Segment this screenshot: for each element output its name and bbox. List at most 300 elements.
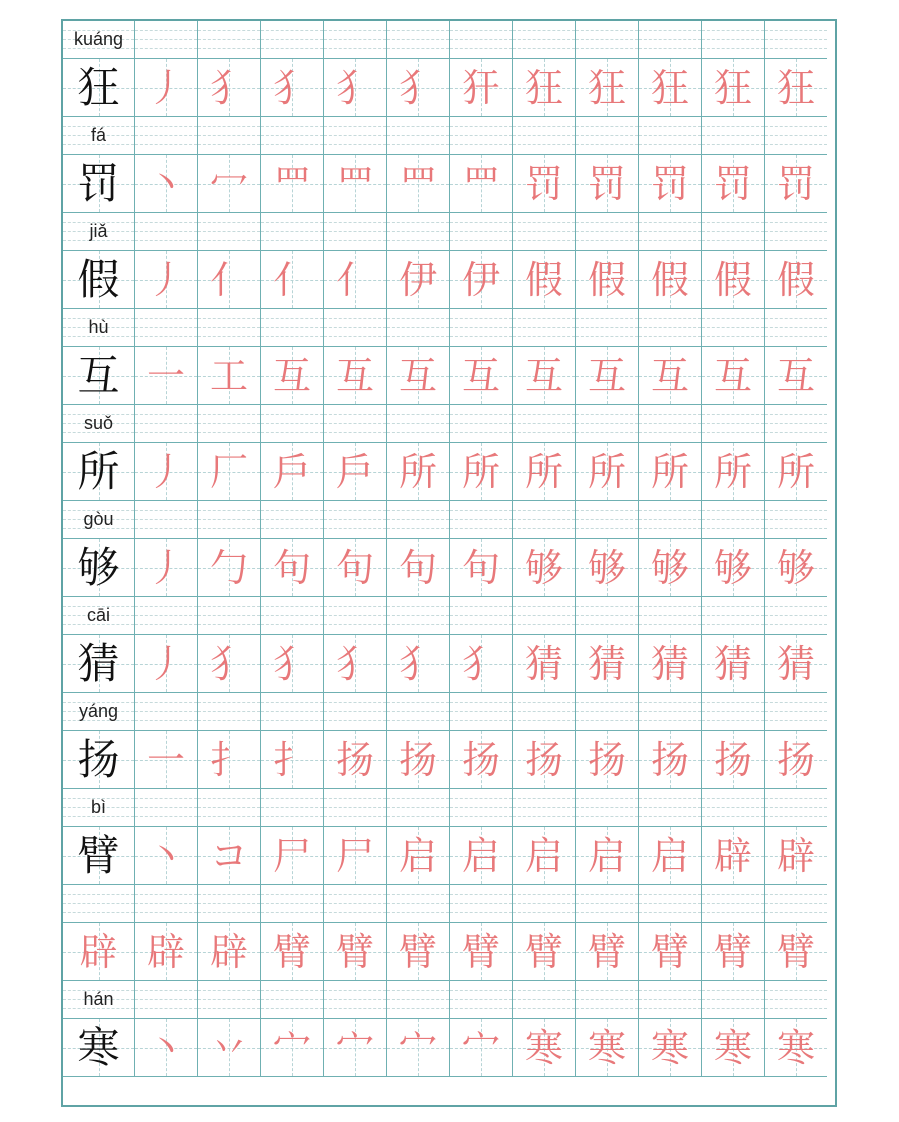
stroke-step: コ bbox=[209, 833, 248, 878]
stroke-step: 扬 bbox=[587, 737, 626, 782]
stroke-step: 臂 bbox=[272, 929, 311, 974]
pinyin-row bbox=[63, 789, 835, 826]
stroke-order-cell bbox=[575, 1018, 638, 1077]
stroke-order-cell bbox=[386, 538, 449, 597]
pinyin-guide-cell bbox=[449, 21, 512, 58]
stroke-order-cell bbox=[512, 442, 575, 501]
pinyin-guide-cell bbox=[386, 885, 449, 922]
stroke-order-cell bbox=[638, 1018, 701, 1077]
stroke-order-cell bbox=[638, 634, 701, 693]
stroke-step: 丿 bbox=[146, 545, 185, 590]
stroke-step: 够 bbox=[650, 545, 689, 590]
pinyin-guide-cell bbox=[575, 213, 638, 250]
pinyin-guide-cell bbox=[197, 885, 260, 922]
model-character-cell bbox=[63, 154, 134, 213]
stroke-step: 犴 bbox=[461, 65, 500, 110]
stroke-step: 犭 bbox=[335, 65, 374, 110]
pinyin-guide-cell bbox=[197, 693, 260, 730]
stroke-order-cell bbox=[134, 730, 197, 789]
stroke-step: 辟 bbox=[776, 833, 815, 878]
character-row bbox=[63, 58, 835, 117]
stroke-step: 犭 bbox=[272, 641, 311, 686]
stroke-step: 够 bbox=[776, 545, 815, 590]
stroke-step: 宀 bbox=[398, 1025, 437, 1070]
pinyin-label: yáng bbox=[78, 701, 119, 721]
stroke-order-cell bbox=[638, 538, 701, 597]
stroke-order-cell bbox=[134, 154, 197, 213]
stroke-order-cell bbox=[323, 1018, 386, 1077]
pinyin-guide-cell bbox=[197, 405, 260, 442]
stroke-order-cell bbox=[638, 58, 701, 117]
stroke-order-cell bbox=[764, 634, 827, 693]
pinyin-guide-cell bbox=[134, 309, 197, 346]
stroke-step: 启 bbox=[524, 833, 563, 878]
pinyin-guide-cell bbox=[575, 309, 638, 346]
pinyin-guide-cell bbox=[701, 597, 764, 634]
character-row bbox=[63, 442, 835, 501]
stroke-step: 丷 bbox=[209, 1025, 248, 1070]
stroke-step: 狂 bbox=[587, 65, 626, 110]
stroke-order-cell bbox=[449, 826, 512, 885]
pinyin-guide-cell bbox=[323, 789, 386, 826]
stroke-order-cell bbox=[449, 442, 512, 501]
pinyin-guide-cell bbox=[197, 309, 260, 346]
pinyin-guide-cell bbox=[323, 309, 386, 346]
stroke-step: 扬 bbox=[335, 737, 374, 782]
stroke-order-cell bbox=[764, 154, 827, 213]
pinyin-row bbox=[63, 981, 835, 1018]
stroke-order-cell bbox=[449, 730, 512, 789]
stroke-order-cell bbox=[701, 1018, 764, 1077]
stroke-step: 扬 bbox=[776, 737, 815, 782]
pinyin-guide-cell bbox=[701, 693, 764, 730]
stroke-order-cell bbox=[701, 730, 764, 789]
stroke-step: 臂 bbox=[461, 929, 500, 974]
stroke-step: 互 bbox=[650, 353, 689, 398]
stroke-order-cell bbox=[512, 1018, 575, 1077]
stroke-step: 丶 bbox=[146, 1025, 185, 1070]
stroke-step: 宀 bbox=[272, 1025, 311, 1070]
stroke-order-cell bbox=[197, 154, 260, 213]
pinyin-guide-cell bbox=[449, 309, 512, 346]
stroke-order-cell bbox=[449, 154, 512, 213]
pinyin-guide-cell bbox=[764, 213, 827, 250]
pinyin-label: hù bbox=[88, 317, 109, 337]
character-row bbox=[63, 634, 835, 693]
stroke-order-cell bbox=[764, 442, 827, 501]
stroke-step: 猜 bbox=[713, 641, 752, 686]
stroke-order-cell bbox=[260, 634, 323, 693]
pinyin-guide-cell bbox=[701, 981, 764, 1018]
model-character: 假 bbox=[77, 254, 120, 304]
stroke-step: 所 bbox=[398, 449, 437, 494]
stroke-step: 犭 bbox=[461, 641, 500, 686]
pinyin-guide-cell bbox=[449, 693, 512, 730]
stroke-order-cell bbox=[638, 730, 701, 789]
stroke-step: 所 bbox=[587, 449, 626, 494]
pinyin-guide-cell bbox=[134, 117, 197, 154]
pinyin-guide-cell bbox=[449, 117, 512, 154]
stroke-step: 互 bbox=[461, 353, 500, 398]
stroke-order-cell bbox=[701, 58, 764, 117]
stroke-step: 句 bbox=[335, 545, 374, 590]
model-character: 所 bbox=[77, 446, 120, 496]
pinyin-label: gòu bbox=[83, 509, 114, 529]
stroke-order-cell bbox=[260, 58, 323, 117]
stroke-order-cell bbox=[575, 922, 638, 981]
model-character-cell bbox=[63, 346, 134, 405]
stroke-order-cell bbox=[197, 346, 260, 405]
stroke-order-cell bbox=[512, 250, 575, 309]
stroke-order-cell bbox=[260, 730, 323, 789]
pinyin-guide-cell bbox=[63, 405, 134, 442]
stroke-order-cell bbox=[386, 250, 449, 309]
pinyin-guide-cell bbox=[323, 981, 386, 1018]
stroke-order-cell bbox=[764, 826, 827, 885]
pinyin-row bbox=[63, 21, 835, 58]
pinyin-guide-cell bbox=[449, 981, 512, 1018]
stroke-step: 够 bbox=[713, 545, 752, 590]
stroke-step: 辟 bbox=[146, 929, 185, 974]
stroke-order-cell bbox=[575, 826, 638, 885]
pinyin-guide-cell bbox=[449, 405, 512, 442]
pinyin-label: suǒ bbox=[83, 413, 114, 433]
pinyin-guide-cell bbox=[638, 501, 701, 538]
pinyin-guide-cell bbox=[197, 981, 260, 1018]
pinyin-label: hán bbox=[83, 989, 114, 1009]
character-row bbox=[63, 1018, 835, 1077]
stroke-order-cell bbox=[701, 442, 764, 501]
pinyin-guide-cell bbox=[575, 885, 638, 922]
pinyin-guide-cell bbox=[638, 117, 701, 154]
pinyin-guide-cell bbox=[260, 885, 323, 922]
pinyin-guide-cell bbox=[197, 501, 260, 538]
pinyin-row bbox=[63, 213, 835, 250]
stroke-step: 犭 bbox=[209, 65, 248, 110]
stroke-order-cell bbox=[386, 442, 449, 501]
model-character: 臂 bbox=[77, 830, 120, 880]
pinyin-guide-cell bbox=[134, 21, 197, 58]
model-character: 狂 bbox=[77, 62, 120, 112]
pinyin-guide-cell bbox=[701, 213, 764, 250]
pinyin-guide-cell bbox=[197, 597, 260, 634]
pinyin-guide-cell bbox=[260, 21, 323, 58]
stroke-step: 辟 bbox=[209, 929, 248, 974]
pinyin-row bbox=[63, 309, 835, 346]
pinyin-guide-cell bbox=[63, 981, 134, 1018]
pinyin-guide-cell bbox=[260, 117, 323, 154]
stroke-step: 假 bbox=[587, 257, 626, 302]
stroke-step: 丶 bbox=[146, 161, 185, 206]
pinyin-guide-cell bbox=[323, 117, 386, 154]
stroke-order-cell bbox=[575, 250, 638, 309]
pinyin-guide-cell bbox=[764, 405, 827, 442]
stroke-step: 扬 bbox=[524, 737, 563, 782]
pinyin-guide-cell bbox=[386, 405, 449, 442]
stroke-step: 犭 bbox=[398, 641, 437, 686]
pinyin-guide-cell bbox=[323, 21, 386, 58]
pinyin-guide-cell bbox=[638, 981, 701, 1018]
stroke-order-cell bbox=[197, 730, 260, 789]
pinyin-guide-cell bbox=[386, 21, 449, 58]
character-row bbox=[63, 922, 835, 981]
pinyin-guide-cell bbox=[638, 405, 701, 442]
stroke-step: 尸 bbox=[335, 833, 374, 878]
pinyin-guide-cell bbox=[260, 981, 323, 1018]
stroke-step: 尸 bbox=[272, 833, 311, 878]
stroke-step: 罒 bbox=[335, 161, 374, 206]
pinyin-guide-cell bbox=[512, 693, 575, 730]
stroke-step: 亻 bbox=[209, 257, 248, 302]
stroke-step: 罒 bbox=[272, 161, 311, 206]
stroke-order-cell bbox=[449, 346, 512, 405]
stroke-order-cell bbox=[638, 442, 701, 501]
pinyin-guide-cell bbox=[323, 501, 386, 538]
stroke-step: 启 bbox=[398, 833, 437, 878]
stroke-order-cell bbox=[260, 250, 323, 309]
pinyin-guide-cell bbox=[260, 213, 323, 250]
stroke-step: 犭 bbox=[272, 65, 311, 110]
stroke-step: 狂 bbox=[650, 65, 689, 110]
model-character: 罚 bbox=[77, 158, 120, 208]
stroke-order-cell bbox=[512, 922, 575, 981]
pinyin-guide-cell bbox=[512, 213, 575, 250]
stroke-order-cell bbox=[512, 346, 575, 405]
stroke-step: 所 bbox=[524, 449, 563, 494]
stroke-order-cell bbox=[197, 442, 260, 501]
pinyin-guide-cell bbox=[134, 501, 197, 538]
pinyin-guide-cell bbox=[764, 885, 827, 922]
stroke-order-cell bbox=[63, 922, 134, 981]
stroke-step: 够 bbox=[524, 545, 563, 590]
stroke-step: 罚 bbox=[650, 161, 689, 206]
stroke-step: 互 bbox=[398, 353, 437, 398]
stroke-step: 犭 bbox=[209, 641, 248, 686]
stroke-step: 启 bbox=[587, 833, 626, 878]
stroke-step: 辟 bbox=[713, 833, 752, 878]
stroke-step: 扌 bbox=[272, 737, 311, 782]
stroke-step: 寒 bbox=[524, 1025, 563, 1070]
stroke-order-cell bbox=[575, 442, 638, 501]
stroke-order-cell bbox=[323, 634, 386, 693]
stroke-step: 句 bbox=[461, 545, 500, 590]
pinyin-guide-cell bbox=[386, 789, 449, 826]
stroke-order-cell bbox=[764, 730, 827, 789]
stroke-order-cell bbox=[260, 1018, 323, 1077]
pinyin-guide-cell bbox=[638, 693, 701, 730]
stroke-order-cell bbox=[512, 730, 575, 789]
stroke-step: 臂 bbox=[776, 929, 815, 974]
stroke-step: 扬 bbox=[398, 737, 437, 782]
model-character-cell bbox=[63, 634, 134, 693]
stroke-step: 罒 bbox=[461, 161, 500, 206]
model-character: 猜 bbox=[77, 638, 120, 688]
character-row bbox=[63, 154, 835, 213]
stroke-step: 臂 bbox=[587, 929, 626, 974]
pinyin-label: fá bbox=[90, 125, 106, 145]
stroke-order-cell bbox=[260, 442, 323, 501]
pinyin-guide-cell bbox=[449, 597, 512, 634]
pinyin-guide-cell bbox=[512, 981, 575, 1018]
pinyin-guide-cell bbox=[512, 789, 575, 826]
stroke-order-cell bbox=[638, 154, 701, 213]
stroke-step: 句 bbox=[398, 545, 437, 590]
pinyin-guide-cell bbox=[323, 885, 386, 922]
stroke-step: 互 bbox=[335, 353, 374, 398]
stroke-step: 臂 bbox=[335, 929, 374, 974]
character-row bbox=[63, 346, 835, 405]
pinyin-guide-cell bbox=[197, 21, 260, 58]
pinyin-guide-cell bbox=[575, 21, 638, 58]
pinyin-guide-cell bbox=[701, 309, 764, 346]
pinyin-guide-cell bbox=[701, 117, 764, 154]
pinyin-guide-cell bbox=[63, 693, 134, 730]
stroke-step: 扬 bbox=[713, 737, 752, 782]
stroke-step: 工 bbox=[209, 353, 248, 398]
pinyin-guide-cell bbox=[449, 213, 512, 250]
pinyin-guide-cell bbox=[701, 405, 764, 442]
practice-sheet bbox=[61, 19, 837, 1107]
pinyin-label: jiǎ bbox=[89, 221, 108, 241]
pinyin-guide-cell bbox=[638, 885, 701, 922]
pinyin-label: kuáng bbox=[73, 29, 124, 49]
stroke-step: 丿 bbox=[146, 449, 185, 494]
stroke-order-cell bbox=[134, 826, 197, 885]
stroke-order-cell bbox=[323, 538, 386, 597]
pinyin-guide-cell bbox=[63, 309, 134, 346]
pinyin-guide-cell bbox=[575, 117, 638, 154]
stroke-order-cell bbox=[701, 346, 764, 405]
pinyin-guide-cell bbox=[512, 501, 575, 538]
pinyin-guide-cell bbox=[764, 597, 827, 634]
stroke-order-cell bbox=[575, 634, 638, 693]
stroke-order-cell bbox=[449, 58, 512, 117]
stroke-step: 一 bbox=[146, 353, 185, 398]
stroke-order-cell bbox=[197, 538, 260, 597]
pinyin-guide-cell bbox=[764, 693, 827, 730]
stroke-order-cell bbox=[323, 250, 386, 309]
stroke-order-cell bbox=[449, 922, 512, 981]
model-character: 寒 bbox=[77, 1022, 120, 1072]
stroke-order-cell bbox=[449, 538, 512, 597]
stroke-order-cell bbox=[323, 442, 386, 501]
stroke-order-cell bbox=[764, 58, 827, 117]
stroke-order-cell bbox=[134, 922, 197, 981]
stroke-order-cell bbox=[323, 154, 386, 213]
stroke-step: 够 bbox=[587, 545, 626, 590]
stroke-order-cell bbox=[197, 250, 260, 309]
model-character: 互 bbox=[77, 350, 120, 400]
pinyin-guide-cell bbox=[701, 789, 764, 826]
stroke-step: 戶 bbox=[272, 449, 311, 494]
pinyin-guide-cell bbox=[323, 213, 386, 250]
stroke-order-cell bbox=[701, 250, 764, 309]
pinyin-guide-cell bbox=[197, 213, 260, 250]
pinyin-row bbox=[63, 117, 835, 154]
stroke-order-cell bbox=[512, 154, 575, 213]
stroke-order-cell bbox=[260, 922, 323, 981]
stroke-step: 丿 bbox=[146, 257, 185, 302]
stroke-step: 丿 bbox=[146, 641, 185, 686]
stroke-order-cell bbox=[638, 346, 701, 405]
pinyin-guide-cell bbox=[63, 117, 134, 154]
stroke-order-cell bbox=[386, 154, 449, 213]
stroke-step: 厂 bbox=[209, 449, 248, 494]
pinyin-guide-cell bbox=[764, 21, 827, 58]
stroke-order-cell bbox=[764, 250, 827, 309]
stroke-order-cell bbox=[134, 538, 197, 597]
stroke-order-cell bbox=[512, 826, 575, 885]
stroke-order-cell bbox=[386, 58, 449, 117]
pinyin-guide-cell bbox=[575, 789, 638, 826]
pinyin-guide-cell bbox=[260, 309, 323, 346]
model-character-cell bbox=[63, 730, 134, 789]
stroke-step: 互 bbox=[713, 353, 752, 398]
character-row bbox=[63, 250, 835, 309]
pinyin-guide-cell bbox=[386, 693, 449, 730]
stroke-step: 丿 bbox=[146, 65, 185, 110]
stroke-step: 勹 bbox=[209, 545, 248, 590]
stroke-order-cell bbox=[449, 634, 512, 693]
stroke-step: 假 bbox=[650, 257, 689, 302]
stroke-step: 寒 bbox=[776, 1025, 815, 1070]
pinyin-guide-cell bbox=[134, 981, 197, 1018]
character-row bbox=[63, 826, 835, 885]
model-character-cell bbox=[63, 250, 134, 309]
stroke-step: 句 bbox=[272, 545, 311, 590]
pinyin-row bbox=[63, 405, 835, 442]
stroke-order-cell bbox=[134, 1018, 197, 1077]
pinyin-guide-cell bbox=[575, 501, 638, 538]
stroke-order-cell bbox=[386, 922, 449, 981]
pinyin-guide-cell bbox=[134, 693, 197, 730]
stroke-order-cell bbox=[260, 826, 323, 885]
stroke-step: 所 bbox=[650, 449, 689, 494]
stroke-order-cell bbox=[449, 1018, 512, 1077]
stroke-step: 冖 bbox=[209, 161, 248, 206]
pinyin-guide-cell bbox=[512, 309, 575, 346]
stroke-order-cell bbox=[512, 634, 575, 693]
stroke-order-cell bbox=[323, 826, 386, 885]
pinyin-guide-cell bbox=[512, 597, 575, 634]
stroke-step: 臂 bbox=[713, 929, 752, 974]
stroke-order-cell bbox=[512, 58, 575, 117]
pinyin-guide-cell bbox=[764, 789, 827, 826]
stroke-step: 臂 bbox=[650, 929, 689, 974]
stroke-step: 犭 bbox=[335, 641, 374, 686]
pinyin-guide-cell bbox=[323, 405, 386, 442]
stroke-step: 罚 bbox=[713, 161, 752, 206]
pinyin-guide-cell bbox=[638, 789, 701, 826]
stroke-order-cell bbox=[575, 346, 638, 405]
pinyin-guide-cell bbox=[512, 21, 575, 58]
stroke-step: 臂 bbox=[398, 929, 437, 974]
pinyin-guide-cell bbox=[63, 21, 134, 58]
stroke-order-cell bbox=[323, 346, 386, 405]
stroke-step: 辟 bbox=[79, 929, 118, 974]
stroke-step: 所 bbox=[713, 449, 752, 494]
pinyin-guide-cell bbox=[386, 501, 449, 538]
model-character: 扬 bbox=[77, 734, 120, 784]
stroke-step: 扬 bbox=[650, 737, 689, 782]
pinyin-row bbox=[63, 693, 835, 730]
pinyin-guide-cell bbox=[575, 981, 638, 1018]
pinyin-guide-cell bbox=[260, 597, 323, 634]
stroke-order-cell bbox=[638, 922, 701, 981]
pinyin-guide-cell bbox=[449, 501, 512, 538]
stroke-step: 伊 bbox=[398, 257, 437, 302]
pinyin-guide-cell bbox=[638, 309, 701, 346]
